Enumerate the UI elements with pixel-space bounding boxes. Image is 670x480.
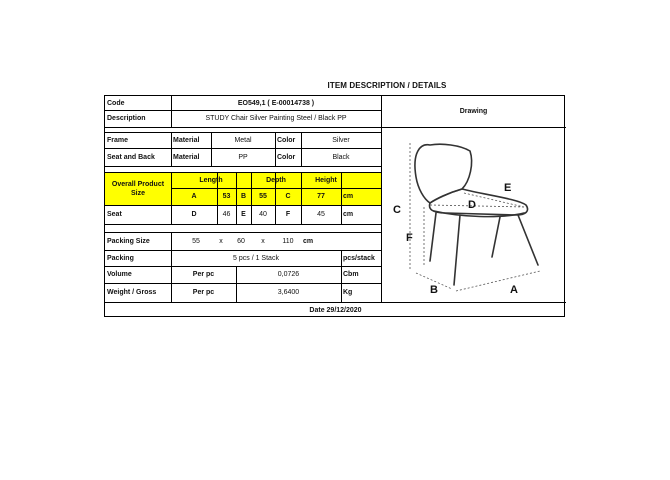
item-details-sheet [104, 95, 565, 317]
packing-size-x2: x [261, 237, 265, 245]
page-heading: ITEM DESCRIPTION / DETAILS [327, 81, 447, 90]
seat-back-material-label: Material [173, 153, 200, 161]
dim-f-letter: F [285, 211, 291, 218]
code-value: EO549,1 ( E-00014738 ) [237, 99, 315, 107]
seat-label: Seat [107, 211, 122, 218]
overall-size-unit: cm [343, 193, 354, 200]
description-value: STUDY Chair Silver Painting Steel / Black PP [205, 115, 347, 122]
description-label: Description [107, 115, 146, 122]
packing-label: Packing [107, 254, 134, 262]
dim-e-letter: E [241, 211, 246, 218]
volume-value: 0,0726 [277, 271, 300, 278]
weight-value: 3,6400 [277, 289, 300, 296]
drawing-letter-f: F [406, 232, 413, 244]
drawing-label: Drawing [459, 107, 488, 115]
weight-label: Weight / Gross [107, 289, 157, 296]
dim-c-letter: C [285, 193, 291, 200]
dim-a-letter: A [191, 193, 197, 200]
drawing-letter-e: E [504, 182, 512, 194]
packing-size-unit: cm [303, 237, 314, 245]
dim-f-value: 45 [317, 211, 325, 218]
frame-label: Frame [107, 136, 129, 144]
drawing-letter-b: B [430, 284, 438, 296]
seat-back-color-value: Black [332, 153, 350, 161]
seat-back-label: Seat and Back [107, 153, 155, 161]
packing-size-width: 55 [192, 237, 200, 245]
dim-b-letter: B [240, 193, 247, 200]
drawing-letter-d: D [468, 199, 476, 211]
packing-size-depth: 60 [237, 237, 245, 245]
frame-color-label: Color [277, 136, 296, 144]
weight-unit: Kg [343, 289, 353, 296]
volume-label: Volume [107, 271, 132, 278]
chair-seat [430, 189, 528, 215]
dim-a-value: 53 [222, 193, 231, 200]
dim-d-value: 46 [222, 211, 231, 218]
volume-per: Per pc [192, 271, 215, 278]
packing-size-label: Packing Size [107, 237, 150, 245]
chair-backrest [415, 144, 472, 203]
chair-leg-back-right [518, 215, 538, 265]
height-header: Height [315, 176, 337, 184]
volume-unit: Cbm [343, 271, 359, 278]
packing-size-x1: x [219, 237, 223, 245]
frame-material-value: Metal [234, 136, 252, 144]
dim-b-value: 55 [259, 193, 267, 200]
chair-leg-back-left [492, 217, 500, 257]
dim-d-letter: D [191, 211, 197, 218]
length-header: Length [199, 176, 223, 184]
frame-material-label: Material [173, 136, 200, 144]
seat-back-material-value: PP [238, 153, 248, 161]
seat-unit: cm [343, 211, 354, 218]
overall-size-label: Overall Product Size [111, 180, 165, 197]
drawing-letter-a: A [510, 284, 518, 296]
dim-c-value: 77 [317, 193, 325, 200]
date-footer: Date 29/12/2020 [309, 306, 362, 314]
chair-leg-front-right [454, 215, 460, 285]
depth-header: Depth [266, 176, 286, 184]
chair-drawing [390, 133, 558, 301]
drawing-letter-c: C [393, 204, 401, 216]
packing-value: 5 pcs / 1 Stack [233, 254, 279, 262]
seat-back-color-label: Color [277, 153, 296, 161]
frame-color-value: Silver [332, 136, 350, 144]
code-label: Code [107, 99, 125, 107]
dim-e-value: 40 [259, 211, 267, 218]
packing-unit: pcs/stack [343, 254, 375, 262]
weight-per: Per pc [192, 289, 215, 296]
chair-leg-front-left [430, 213, 436, 261]
packing-size-height: 110 [282, 237, 294, 245]
